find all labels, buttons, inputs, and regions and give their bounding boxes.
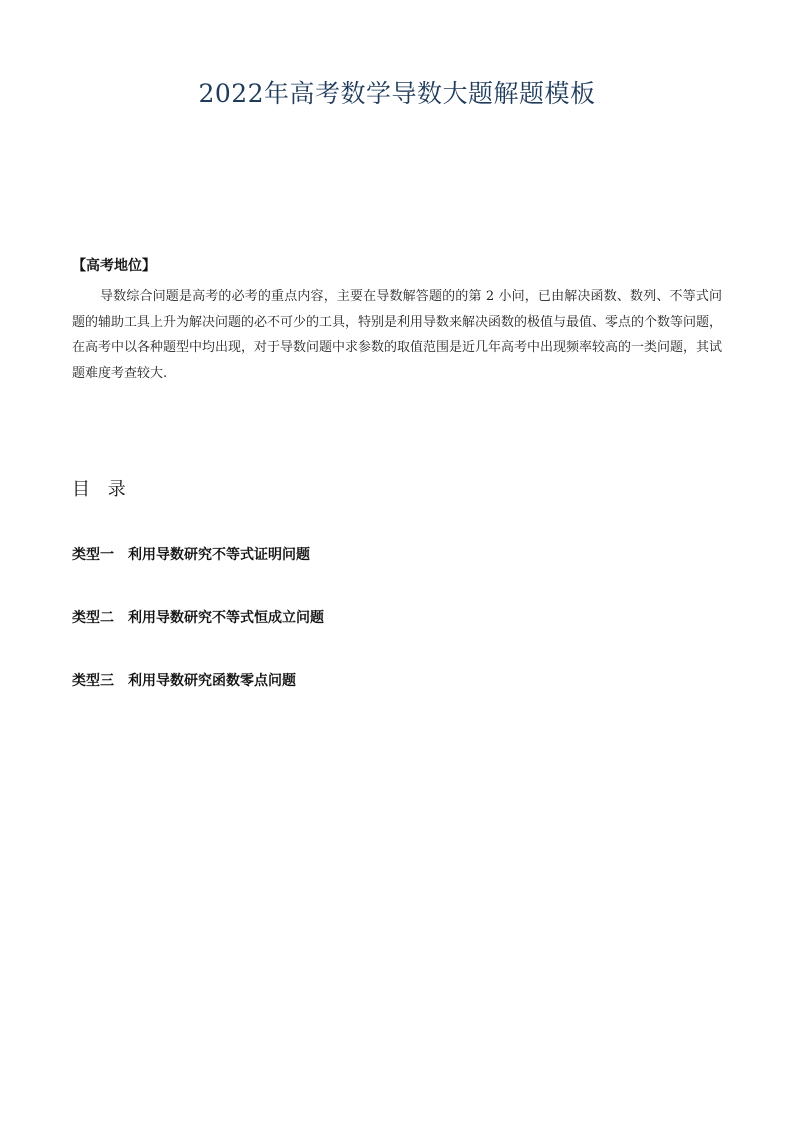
toc-heading: 目 录 xyxy=(72,479,132,500)
toc-item-type-2[interactable] xyxy=(72,608,324,628)
toc-item-type-label: 类型二 xyxy=(72,610,114,626)
toc-item-title: 利用导数研究不等式证明问题 xyxy=(128,547,310,563)
toc-item-type-label: 类型一 xyxy=(72,547,114,563)
intro-paragraph: 导数综合问题是高考的必考的重点内容，主要在导数解答题的的第 2 小问，已由解决函数、数列、不等式问题的辅助工具上升为解决问题的必不可少的工具，特别是利用导数来解决函数的极值与最值、零点的个数等问题，在高考中以各种题型中均出现，对于导数问题中求参数的取值范围是近几年高考中出现频率较高的一类问题，其试题难度考查较大. xyxy=(72,289,723,381)
toc-item-type-3[interactable] xyxy=(72,671,324,691)
toc-list xyxy=(72,545,324,734)
toc-item-type-1[interactable] xyxy=(72,545,324,565)
toc-item-title: 利用导数研究函数零点问题 xyxy=(128,673,296,689)
document-title: 2022年高考数学导数大题解题模板 xyxy=(198,79,596,108)
section-heading-exam-status: 【高考地位】 xyxy=(72,258,156,274)
toc-item-title: 利用导数研究不等式恒成立问题 xyxy=(128,610,324,626)
toc-item-type-label: 类型三 xyxy=(72,673,114,689)
